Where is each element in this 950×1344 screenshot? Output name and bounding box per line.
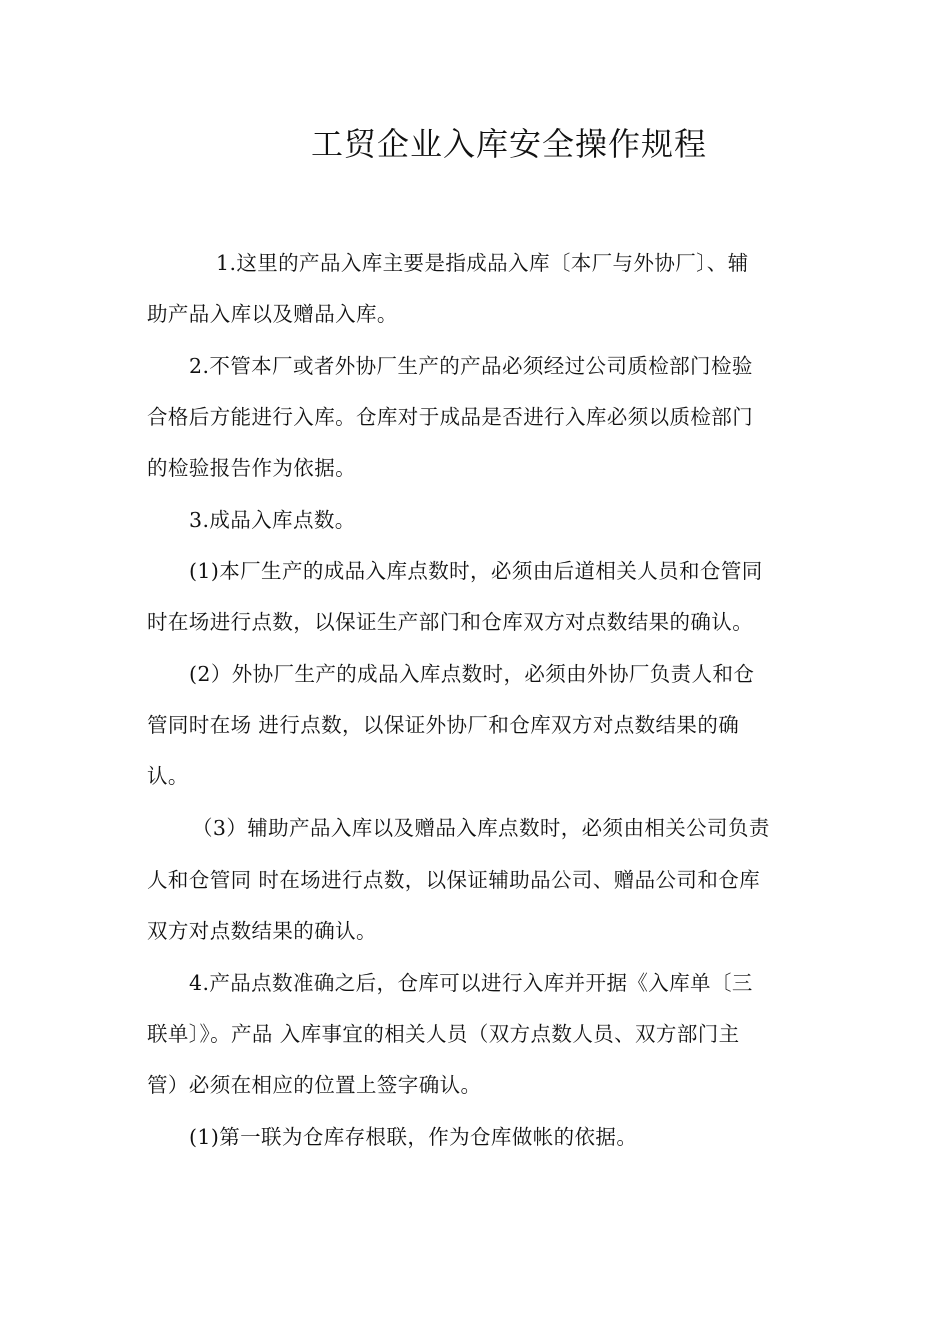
paragraph-line: 3.成品入库点数。 (189, 508, 356, 532)
paragraph-line: 联单〕》。产品 入库事宜的相关人员（双方点数人员、双方部门主 (147, 1022, 740, 1046)
paragraph-line: 双方对点数结果的确认。 (147, 919, 377, 943)
paragraph-line: (1)本厂生产的成品入库点数时，必须由后道相关人员和仓管同 (189, 559, 763, 583)
paragraph-line: (2）外协厂生产的成品入库点数时，必须由外协厂负责人和仓 (189, 662, 755, 686)
paragraph-line: 合格后方能进行入库。仓库对于成品是否进行入库必须以质检部门 (147, 405, 754, 429)
paragraph-line: （3）辅助产品入库以及赠品入库点数时，必须由相关公司负责 (192, 816, 770, 840)
paragraph-line: 认。 (147, 764, 189, 788)
paragraph-line: (1)第一联为仓库存根联，作为仓库做帐的依据。 (189, 1125, 638, 1149)
paragraph-line: 4.产品点数准确之后，仓库可以进行入库并开据《入库单〔三 (189, 971, 753, 995)
paragraph-line: 助产品入库以及赠品入库。 (147, 302, 398, 326)
paragraph-line: 管同时在场 进行点数，以保证外协厂和仓库双方对点数结果的确 (147, 713, 740, 737)
paragraph-line: 2.不管本厂或者外协厂生产的产品必须经过公司质检部门检验 (189, 354, 753, 378)
paragraph-line: 的检验报告作为依据。 (147, 456, 356, 480)
paragraph-line: 管）必须在相应的位置上签字确认。 (147, 1073, 482, 1097)
document-title: 工贸企业入库安全操作规程 (310, 125, 707, 163)
paragraph-line: 时在场进行点数，以保证生产部门和仓库双方对点数结果的确认。 (147, 610, 754, 634)
paragraph-line: 人和仓管同 时在场进行点数，以保证辅助品公司、赠品公司和仓库 (147, 868, 761, 892)
paragraph-line: 1.这里的产品入库主要是指成品入库〔本厂与外协厂〕、辅 (216, 251, 749, 275)
